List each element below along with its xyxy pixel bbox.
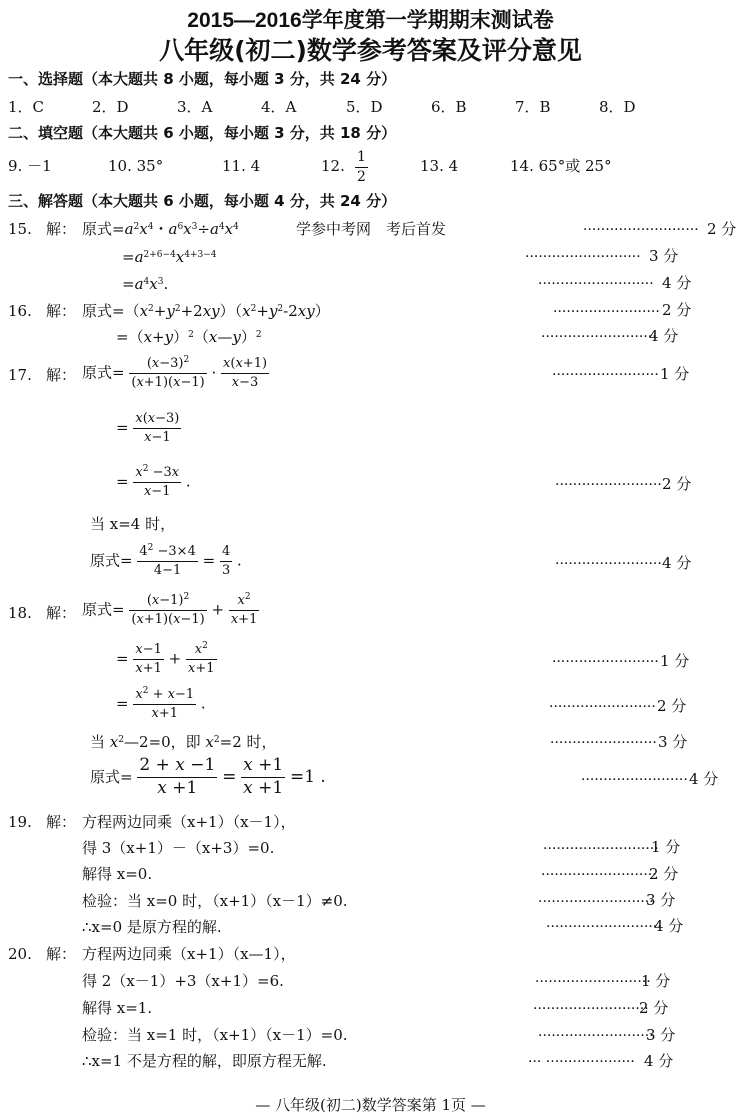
page-footer: — 八年级(初二)数学答案第 1页 — [255, 1096, 486, 1114]
score-dots: ··· ···················· [528, 1054, 635, 1070]
answer-12-fraction [355, 150, 368, 184]
q17-score-1: 1 分 [660, 365, 690, 383]
q19-score-2: 2 分 [649, 865, 679, 883]
q17-jie: 解： [46, 366, 77, 384]
q18-step-1: 原式= $\frac{(x-1)^2}{(x+1)(x-1)}$ + $\frac{x^2}{x+1}$ [82, 592, 258, 627]
watermark-text: 学参中考网 考后首发 [296, 220, 447, 238]
score-dots: ·························· [538, 1028, 654, 1044]
answer-13: 13. 4 [420, 157, 459, 175]
q15-step-2: $=a^{2+6-4}x^{4+3-4}$ [122, 248, 217, 266]
score-dots: ·························· [541, 867, 657, 883]
score-dots: ·························· [583, 222, 699, 238]
q20-line-5: ∴x=1 不是方程的解，即原方程无解. [82, 1052, 327, 1070]
answer-9: 9. －1 [8, 157, 52, 175]
q17-score-2: 2 分 [662, 475, 692, 493]
q17-step-1: 原式= $\frac{(x-3)^2}{(x+1)(x-1)}$ · $\frac{x(x+1)}{x-3}$ [82, 355, 268, 390]
q17-condition: 当 x=4 时， [90, 515, 176, 533]
q20-line-4: 检验：当 x=1 时，（x+1）（x－1）=0. [82, 1026, 348, 1044]
q16-label: 16. [8, 302, 32, 320]
q19-jie: 解： [46, 813, 77, 831]
q16-step-2: $=(x+y)^2(x—y)^2$ [116, 328, 262, 346]
q20-label: 20. [8, 945, 32, 963]
q19-score-1: 1 分 [651, 838, 681, 856]
answer-8: 8．D [599, 98, 636, 116]
q19-line-5: ∴x=0 是原方程的解. [82, 918, 222, 936]
q16-score-1: 2 分 [662, 301, 692, 319]
q17-step-3: = $\frac{x^2 -3x}{x-1}$ . [116, 464, 191, 499]
q15-step-3: $=a^4x^3$. [122, 275, 169, 293]
fraction-denominator: 2 [357, 168, 366, 185]
q18-score-3: 3 分 [658, 733, 688, 751]
q19-line-3: 解得 x=0. [82, 865, 153, 883]
q17-step-2: = $\frac{x(x-3)}{x-1}$ [116, 411, 180, 445]
q20-score-1: 1 分 [641, 972, 671, 990]
answer-12-label: 12. [321, 157, 345, 175]
document-subtitle: 八年级(初二)数学参考答案及评分意见 [159, 36, 582, 65]
q19-score-3: 3 分 [646, 891, 676, 909]
score-dots: ·························· [538, 276, 654, 292]
answer-2: 2．D [92, 98, 129, 116]
q18-score-1: 1 分 [660, 652, 690, 670]
score-dots: ························ [550, 735, 657, 751]
answer-6: 6．B [431, 98, 467, 116]
score-dots: ·························· [546, 919, 662, 935]
score-dots: ························ [552, 654, 659, 670]
q19-label: 19. [8, 813, 32, 831]
q15-label: 15. [8, 220, 32, 238]
q17-step-4: 原式= $\frac{4^2 -3\times 4}{4-1}$ = $\frac{4}{3}$ . [90, 543, 242, 578]
document-title: 2015—2016学年度第一学期期末测试卷 [187, 9, 554, 32]
score-dots: ························ [549, 699, 656, 715]
q18-score-2: 2 分 [657, 697, 687, 715]
answer-5: 5．D [346, 98, 383, 116]
answer-11: 11. 4 [222, 157, 261, 175]
q15-score-3: 4 分 [662, 274, 692, 292]
section-3-heading: 三、解答题（本大题共 6 小题，每小题 4 分，共 24 分） [8, 192, 397, 210]
score-dots: ·························· [538, 894, 654, 910]
q16-jie: 解： [46, 302, 77, 320]
q15-jie: 解： [46, 220, 77, 238]
score-dots: ·························· [535, 974, 651, 990]
section-2-heading: 二、填空题（本大题共 6 小题，每小题 3 分，共 18 分） [8, 124, 397, 142]
q18-step-4: 原式= $\frac{2 + x -1}{x +1}$ = $\frac{x +1}{x +1}$ =1 . [90, 755, 326, 798]
q18-jie: 解： [46, 604, 77, 622]
q18-condition: 当 $x^2—2=0$，即 $x^2=2$ 时， [90, 733, 277, 751]
answer-3: 3．A [177, 98, 213, 116]
q20-score-4: 4 分 [644, 1052, 674, 1070]
score-dots: ························ [555, 477, 662, 493]
q20-line-2: 得 2（x－1）+3（x+1）=6. [82, 972, 284, 990]
answer-14: 14. 65°或 25° [510, 157, 612, 175]
q19-line-4: 检验：当 x=0 时，（x+1）（x－1）≠0. [82, 892, 348, 910]
answer-1: 1．C [8, 98, 45, 116]
q18-step-2: = $\frac{x-1}{x+1}$ + $\frac{x^2}{x+1}$ [116, 641, 215, 676]
q19-line-1: 方程两边同乘（x+1）（x－1）， [82, 813, 296, 831]
q18-step-3: = $\frac{x^2 + x-1}{x+1}$ . [116, 686, 206, 721]
q16-score-2: 4 分 [649, 327, 679, 345]
q19-score-4: 4 分 [654, 917, 684, 935]
q18-label: 18. [8, 604, 32, 622]
q17-label: 17. [8, 366, 32, 384]
score-dots: ·························· [525, 249, 641, 265]
q20-score-3: 3 分 [646, 1026, 676, 1044]
q16-step-1: 原式$=(x^2+y^2+2xy)(x^2+y^2-2xy)$ [82, 302, 330, 320]
q20-score-2: 2 分 [639, 999, 669, 1017]
fraction-numerator: 1 [355, 150, 368, 168]
q15-score-1: 2 分 [707, 220, 737, 238]
q20-line-1: 方程两边同乘（x+1）（x—1）， [82, 945, 296, 963]
section-1-heading: 一、选择题（本大题共 8 小题，每小题 3 分，共 24 分） [8, 70, 397, 88]
score-dots: ·························· [533, 1001, 649, 1017]
q15-score-2: 3 分 [649, 247, 679, 265]
score-dots: ························ [553, 304, 660, 320]
q20-jie: 解： [46, 945, 77, 963]
answer-10: 10. 35° [108, 157, 164, 175]
q15-step-1: 原式$=a^2x^4$・$a^6x^3\div a^4x^4$ [82, 220, 239, 238]
score-dots: ·························· [541, 329, 657, 345]
q19-line-2: 得 3（x+1）－（x+3）=0. [82, 839, 275, 857]
score-dots: ························ [581, 772, 688, 788]
q18-score-4: 4 分 [689, 770, 719, 788]
answer-7: 7．B [515, 98, 551, 116]
score-dots: ························ [555, 556, 662, 572]
score-dots: ························ [552, 367, 659, 383]
q20-line-3: 解得 x=1. [82, 999, 153, 1017]
answer-4: 4．A [261, 98, 297, 116]
q17-score-3: 4 分 [662, 554, 692, 572]
score-dots: ·························· [543, 841, 659, 857]
